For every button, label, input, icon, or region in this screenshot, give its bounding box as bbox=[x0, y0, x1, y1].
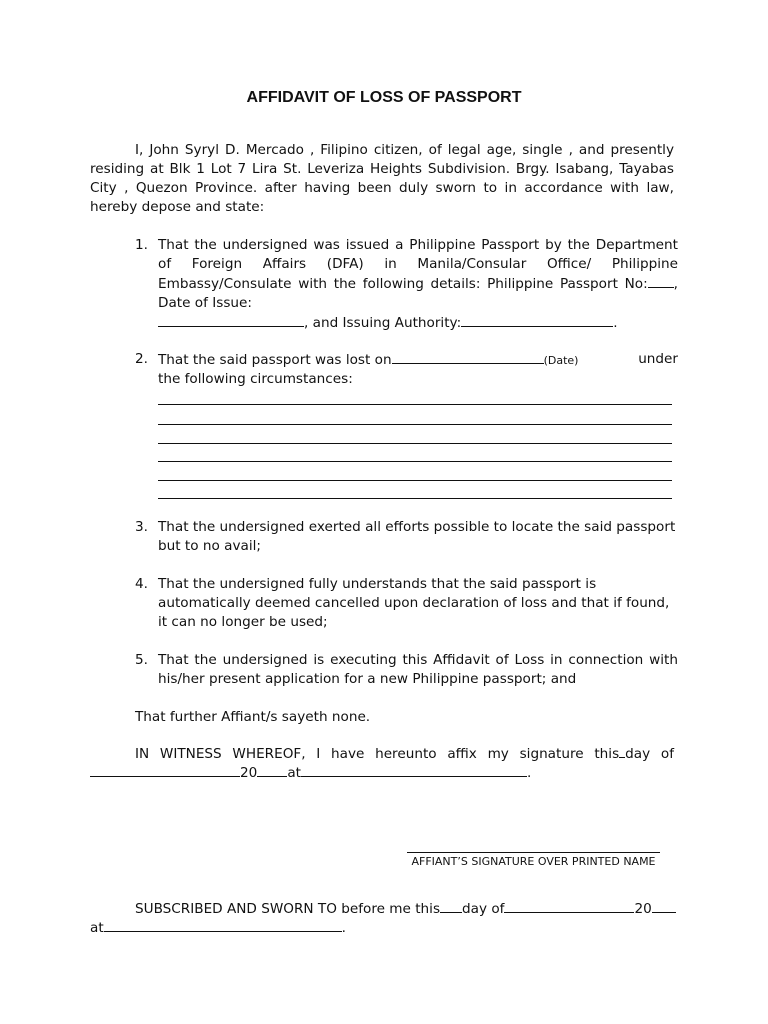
further-statement: That further Affiant/s sayeth none. bbox=[135, 709, 371, 725]
list-number: 1. bbox=[135, 237, 148, 253]
witness-place-blank bbox=[301, 763, 527, 777]
list-item bbox=[135, 236, 678, 333]
item-text: That the undersigned is executing this Affidavit of Loss in connection with his/her present application for a new Philippine passport; and bbox=[158, 652, 678, 687]
passport-number-blank bbox=[648, 274, 674, 288]
intro-paragraph: I, John Syryl D. Mercado , Filipino citizen, of legal age, single , and presently residing at Blk 1 Lot 7 Lira St. Leveriza Heights Subdivision. Brgy. Isabang, Tayabas City , Quezon Province. after having been duly sworn to in accordance with law, hereby depose and state: bbox=[90, 142, 674, 215]
item-text: That the undersigned fully understands that the said passport is automatically deemed cancelled upon declaration of loss and that if found, it can no longer be used; bbox=[158, 576, 670, 630]
witness-end: . bbox=[526, 765, 532, 781]
subscribed-at: at bbox=[90, 920, 104, 936]
loss-date-blank bbox=[392, 350, 544, 364]
under-word: under bbox=[638, 351, 678, 367]
issuing-authority-blank bbox=[461, 313, 613, 327]
list-number: 3. bbox=[135, 519, 148, 535]
witness-line bbox=[135, 744, 674, 764]
signature-line bbox=[407, 852, 660, 853]
subscribed-line bbox=[135, 899, 676, 919]
list-number: 4. bbox=[135, 576, 148, 592]
item-text: That the undersigned exerted all efforts possible to locate the said passport but to no avail; bbox=[158, 519, 676, 554]
circumstance-line bbox=[158, 498, 672, 499]
circumstance-line bbox=[158, 461, 672, 462]
list-item bbox=[135, 350, 678, 389]
issuing-authority-label: , and Issuing Authority: bbox=[304, 315, 462, 331]
list-item bbox=[135, 651, 678, 689]
witness-year-blank bbox=[257, 763, 287, 777]
subscribed-end: . bbox=[341, 920, 346, 936]
witness-month-blank bbox=[90, 763, 240, 777]
subscribed-place-blank bbox=[104, 918, 342, 932]
circumstance-line bbox=[158, 443, 672, 444]
date-hint: (Date) bbox=[543, 354, 579, 367]
witness-at: at bbox=[287, 765, 301, 781]
item-punct: , bbox=[673, 276, 678, 292]
subscribed-year-blank bbox=[652, 899, 676, 913]
witness-date-line bbox=[90, 763, 531, 783]
circumstance-line bbox=[158, 480, 672, 481]
circumstances-label: the following circumstances: bbox=[158, 371, 353, 387]
list-number: 5. bbox=[135, 652, 148, 668]
document-title: AFFIDAVIT OF LOSS OF PASSPORT bbox=[246, 89, 522, 106]
list-number: 2. bbox=[135, 351, 148, 367]
circumstance-line bbox=[158, 404, 672, 405]
subscribed-year-prefix: 20 bbox=[634, 901, 652, 917]
circumstance-line bbox=[158, 424, 672, 425]
subscribed-place-line bbox=[90, 918, 346, 938]
date-of-issue-blank bbox=[158, 313, 304, 327]
signature-label: AFFIANT’S SIGNATURE OVER PRINTED NAME bbox=[411, 855, 656, 868]
list-item bbox=[135, 518, 678, 556]
item-text: That the said passport was lost on bbox=[158, 352, 392, 368]
date-of-issue-label: Date of Issue: bbox=[158, 295, 252, 311]
witness-text: IN WITNESS WHEREOF, I have hereunto affix my signature this bbox=[135, 746, 620, 762]
subscribed-month-blank bbox=[504, 899, 634, 913]
witness-day-of: day of bbox=[625, 746, 674, 762]
subscribed-day-blank bbox=[440, 899, 462, 913]
item-end: . bbox=[613, 315, 618, 331]
item-text: That the undersigned was issued a Philippine Passport by the Department of Foreign Affairs (DFA) in Manila/Consular Office/ Philippine Embassy/Consulate with the following details: Philippine Passport No: bbox=[158, 237, 678, 292]
witness-year-prefix: 20 bbox=[240, 765, 258, 781]
subscribed-day-of: day of bbox=[462, 901, 505, 917]
list-item bbox=[135, 575, 678, 632]
subscribed-text: SUBSCRIBED AND SWORN TO before me this bbox=[135, 901, 441, 917]
